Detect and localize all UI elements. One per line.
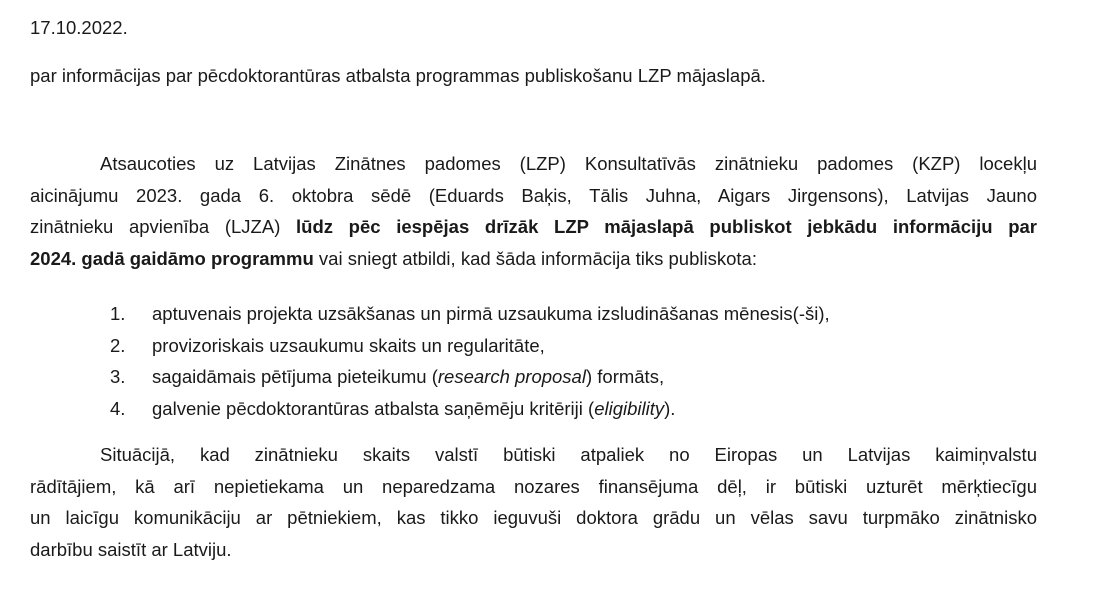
paragraph-line: Situācijā, kad zinātnieku skaits valstī būtiski atpaliek no Eiropas un Latvijas kaimiņvalstu [100, 444, 1037, 465]
list-item-number: 4. [110, 397, 126, 419]
paragraph-line: rādītājiem, kā arī nepietiekama un neparedzama nozares finansējuma dēļ, ir būtiski uzturēt mērķtiecīgu [30, 475, 1037, 497]
paragraph-situation [30, 439, 1037, 565]
list-item-text [152, 361, 664, 393]
paragraph-request [30, 148, 1037, 274]
paragraph-line: un laicīgu komunikāciju ar pētniekiem, kas tikko ieguvuši doktora grādu un vēlas savu turpmāko zinātnisko [30, 507, 1037, 528]
list-item-text-part: sagaidāmais pētījuma pieteikumu ( [152, 366, 438, 387]
list-item-number: 3. [110, 366, 126, 387]
paragraph-text: zinātnieku apvienība (LJZA) [30, 216, 281, 237]
list-item-text-part: ) formāts, [585, 366, 665, 387]
paragraph-line: darbību saistīt ar Latviju. [30, 538, 232, 560]
list-item-text: provizoriskais uzsaukumu skaits un regularitāte, [152, 334, 545, 356]
list-item-text-part: galvenie pēcdoktorantūras atbalsta saņēmēju kritēriji ( [152, 397, 595, 419]
list-item-italic-term: eligibility [594, 397, 665, 419]
document-date: 17.10.2022. [30, 17, 128, 38]
paragraph-bold-text: 2024. gadā gaidāmo programmu [30, 247, 314, 269]
list-item [30, 330, 830, 362]
list-item-number: 1. [110, 303, 126, 324]
paragraph-line: Atsaucoties uz Latvijas Zinātnes padomes (LZP) Konsultatīvās zinātnieku padomes (KZP) locekļu [100, 153, 1037, 174]
list-item [30, 298, 830, 330]
paragraph-bold-text: lūdz pēc iespējas drīzāk LZP mājaslapā publiskot jebkādu informāciju par [296, 216, 1038, 237]
list-item [30, 393, 830, 425]
list-item-number: 2. [110, 334, 126, 356]
document-subject: par informācijas par pēcdoktorantūras atbalsta programmas publiskošanu LZP mājaslapā. [30, 65, 766, 86]
paragraph-line [30, 243, 1037, 275]
list-item-text [152, 393, 675, 425]
list-item-text: aptuvenais projekta uzsākšanas un pirmā uzsaukuma izsludināšanas mēnesis(-ši), [152, 303, 830, 324]
paragraph-line [30, 211, 1037, 243]
numbered-list [30, 298, 830, 424]
paragraph-line: aicinājumu 2023. gada 6. oktobra sēdē (Eduards Baķis, Tālis Juhna, Aigars Jirgensons), Latvijas Jauno [30, 184, 1037, 206]
list-item-text-part: ). [664, 397, 676, 419]
list-item [30, 361, 830, 393]
list-item-italic-term: research proposal [437, 366, 586, 387]
paragraph-text: vai sniegt atbildi, kad šāda informācija tiks publiskota: [318, 247, 757, 269]
